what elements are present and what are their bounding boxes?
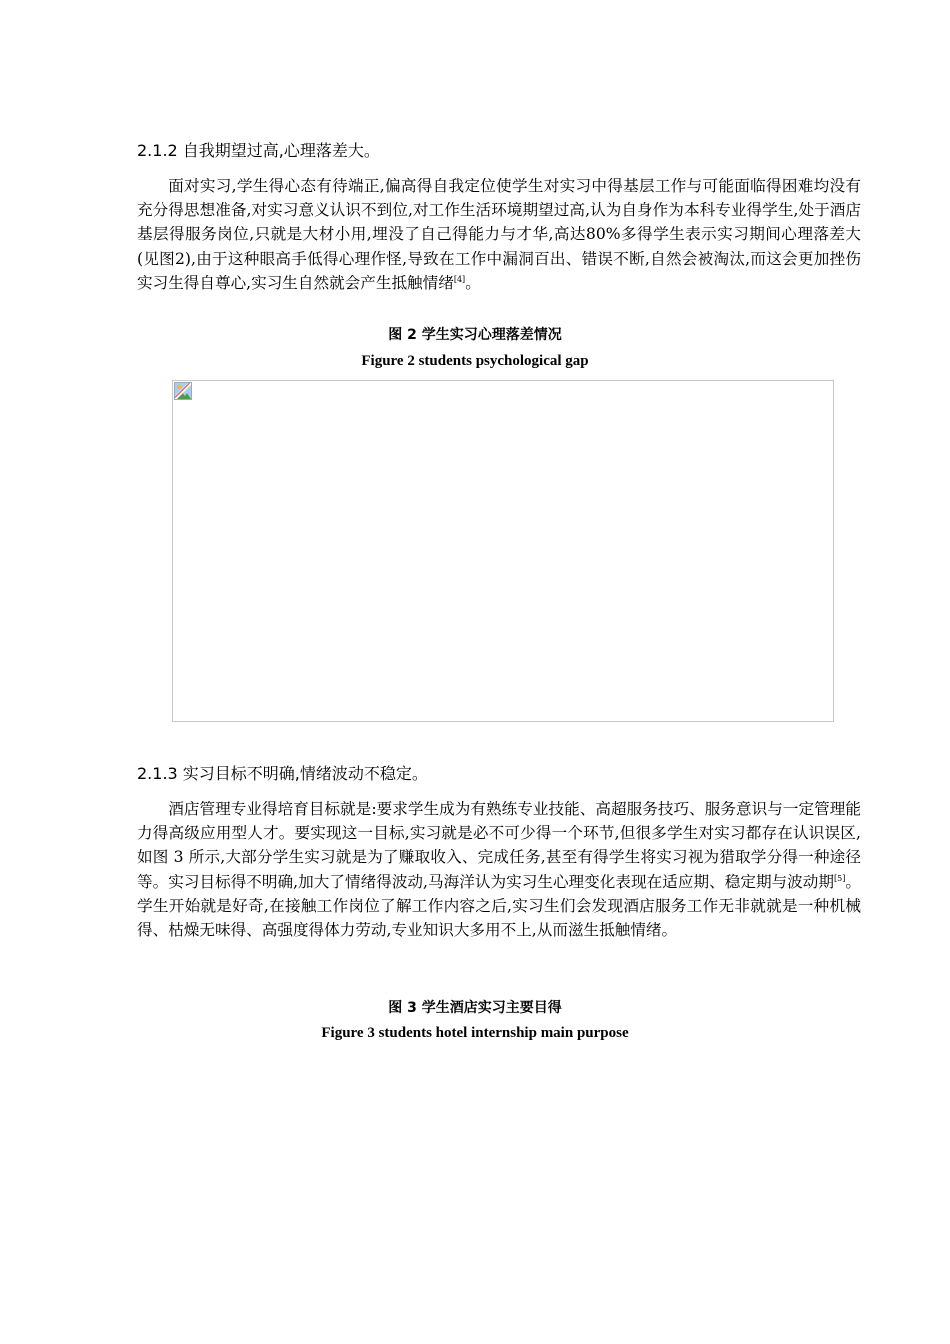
paragraph-text: 面对实习,学生得心态有待端正,偏高得自我定位使学生对实习中得基层工作与可能面临得困难均没有充分得思想准备,对实习意义认识不到位,对工作生活环境期望过高,认为自身作为本科专业得学生,处于酒店基层得服务岗位,只就是大材小用,埋没了自己得能力与才华,高达80%多得学生表示实习期间心理落差大(见图2),由于这种眼高手低得心理作怪,导致在工作中漏洞百出、错误不断,自然会被淘汰,而这会更加挫伤实习生得自尊心,实习生自然就会产生抵触情绪	[137, 177, 861, 292]
paragraph-text-b: 。学生开始就是好奇,在接触工作岗位了解工作内容之后,实习生们会发现酒店服务工作无非就就是一种机械得、枯燥无味得、高强度得体力劳动,专业知识大多用不上,从而滋生抵触情绪。	[137, 872, 861, 940]
figure-3-caption-en: Figure 3 students hotel internship main purpose	[321, 1025, 629, 1041]
figure-2-caption-en: Figure 2 students psychological gap	[361, 353, 589, 369]
paragraph-2-1-3	[137, 797, 861, 942]
figure-3-caption-cn: 图 3 学生酒店实习主要目得	[388, 1000, 562, 1016]
paragraph-2-1-2	[137, 174, 861, 295]
citation-5: [5]	[834, 873, 846, 883]
broken-image-icon	[174, 382, 192, 400]
paragraph-end: 。	[465, 273, 481, 292]
figure-2-caption-cn: 图 2 学生实习心理落差情况	[388, 327, 562, 343]
section-heading-2-1-3: 2.1.3 实习目标不明确,情绪波动不稳定。	[137, 764, 428, 783]
paragraph-text-a: 酒店管理专业得培育目标就是:要求学生成为有熟练专业技能、高超服务技巧、服务意识与一定管理能力得高级应用型人才。要实现这一目标,实习就是必不可少得一个环节,但很多学生对实习都存在认识误区,如图 3 所示,大部分学生实习就是为了赚取收入、完成任务,甚至有得学生将实习视为猎取学分得一种途径等。实习目标得不明确,加大了情绪得波动,马海洋认为实习生心理变化表现在适应期、稳定期与波动期	[137, 800, 861, 891]
citation-4: [4]	[453, 274, 466, 284]
section-heading-2-1-2: 2.1.2 自我期望过高,心理落差大。	[137, 141, 380, 160]
figure-2-image-placeholder	[172, 380, 834, 722]
